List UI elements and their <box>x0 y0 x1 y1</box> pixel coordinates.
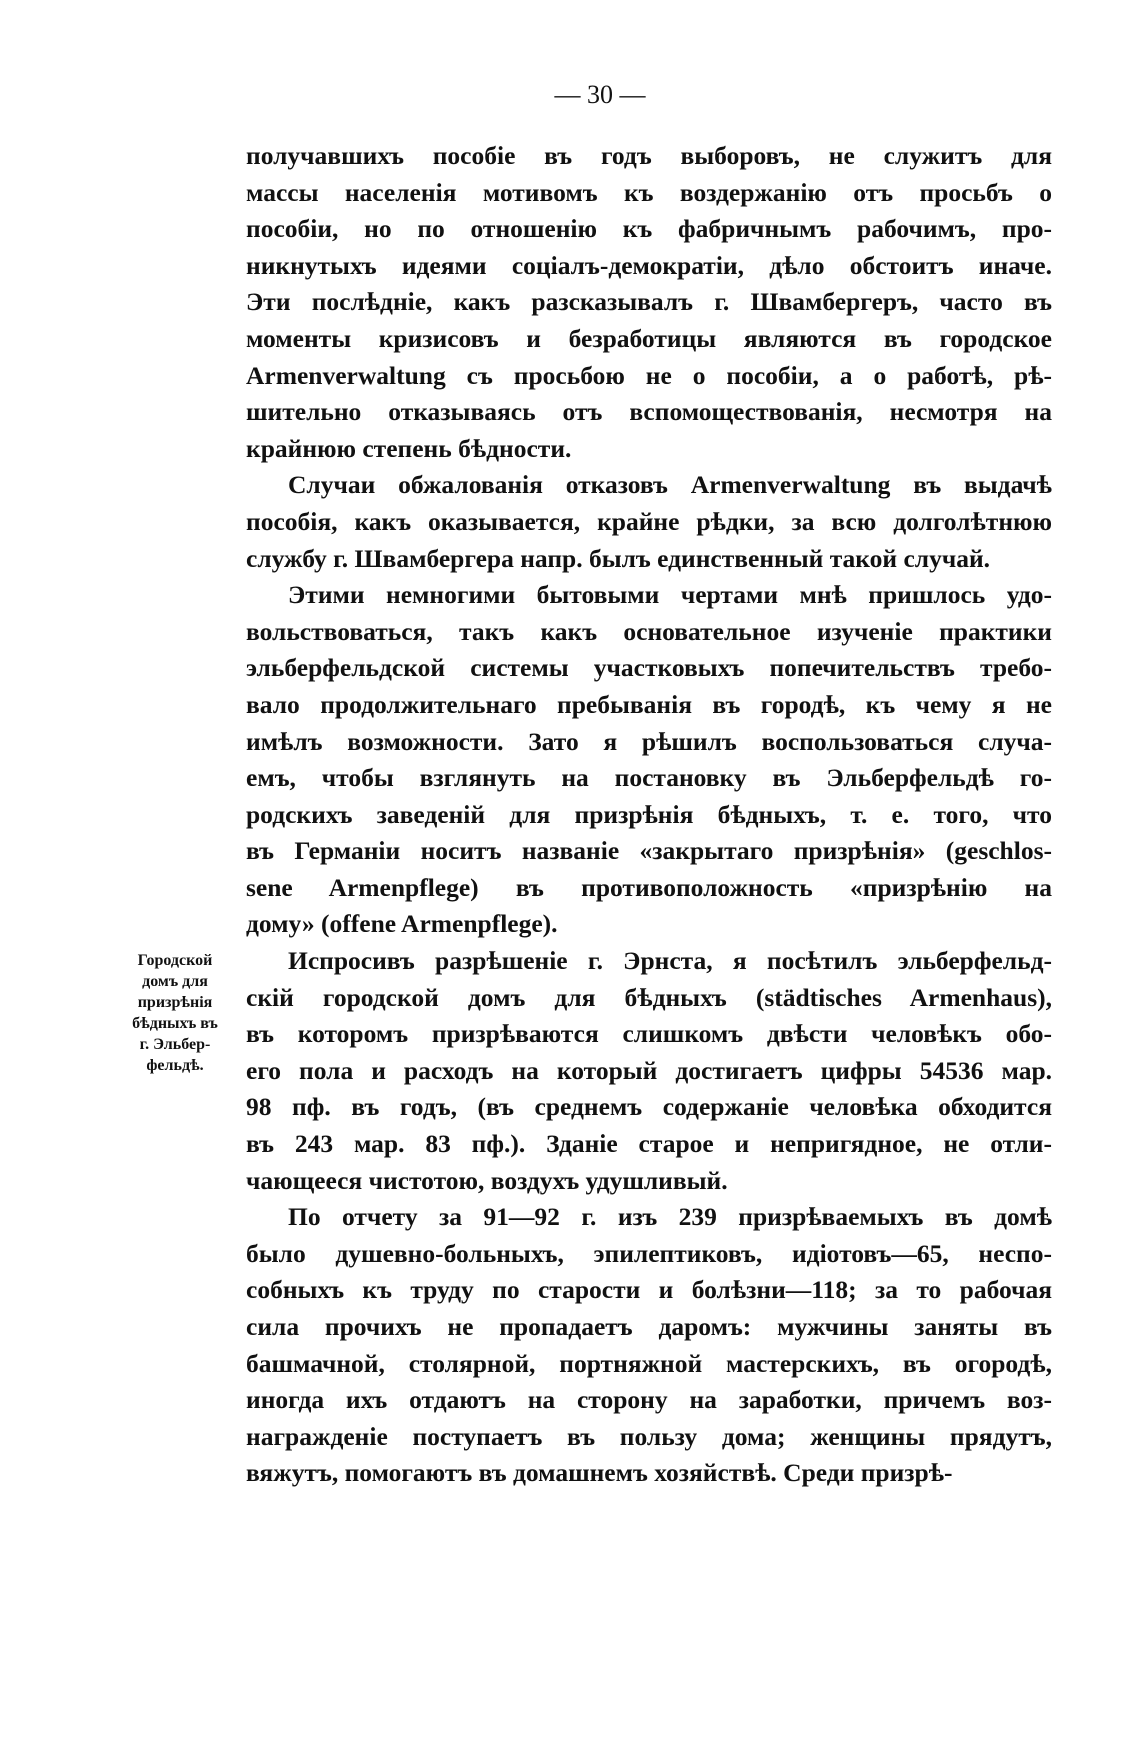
margin-note-line: фельдѣ. <box>146 1057 204 1074</box>
text-line: пособія, какъ оказывается, крайне рѣдки, за всю долголѣтнюю <box>246 506 1052 536</box>
text-line: дому» (offene Armenpflege). <box>246 909 558 939</box>
text-line: sene Armenpflege) въ противоположность «призрѣнію на <box>246 872 1052 902</box>
text-line: емъ, чтобы взглянуть на постановку въ Эльберфельдѣ го- <box>246 763 1052 793</box>
text-line: собныхъ къ труду по старости и болѣзни—118; за то рабочая <box>246 1275 1052 1305</box>
paragraph <box>246 943 1052 1199</box>
margin-note-line: бѣдныхъ въ <box>132 1015 218 1032</box>
text-line: Этими немногими бытовыми чертами мнѣ пришлось удо- <box>288 580 1052 610</box>
paragraph <box>246 1199 1052 1492</box>
page-number: — 30 — <box>554 80 646 109</box>
text-line: эльберфельдской системы участковыхъ попечительствъ требо- <box>246 653 1052 683</box>
text-line: иногда ихъ отдаютъ на сторону на заработки, причемъ воз- <box>246 1385 1052 1415</box>
text-line: пособіи, но по отношенію къ фабричнымъ рабочимъ, про- <box>246 214 1052 244</box>
text-line: никнутыхъ идеями соціалъ-демократіи, дѣло обстоитъ иначе. <box>246 250 1052 280</box>
text-line: башмачной, столярной, портняжной мастерскихъ, въ огородѣ, <box>246 1348 1052 1378</box>
text-line: шительно отказываясь отъ вспомоществованія, несмотря на <box>246 397 1052 427</box>
text-line: было душевно-больныхъ, эпилептиковъ, идіотовъ—65, неспо- <box>246 1238 1052 1268</box>
text-line: Эти послѣдніе, какъ разсказывалъ г. Швамбергеръ, часто въ <box>246 287 1052 317</box>
paragraph <box>246 467 1052 577</box>
text-line: массы населенія мотивомъ къ воздержанію отъ просьбъ о <box>246 177 1052 207</box>
text-line: чающееся чистотою, воздухъ удушливый. <box>246 1165 728 1195</box>
margin-note <box>116 950 234 1076</box>
text-line: въ 243 мар. 83 пф.). Зданіе старое и непригядное, не отли- <box>246 1129 1052 1159</box>
text-line: Armenverwaltung съ просьбою не о пособіи, а о работѣ, рѣ- <box>246 360 1052 390</box>
text-line: службу г. Швамбергера напр. былъ единственный такой случай. <box>246 543 991 573</box>
text-line: вяжутъ, помогаютъ въ домашнемъ хозяйствѣ. Среди призрѣ- <box>246 1458 953 1488</box>
text-line: 98 пф. въ годъ, (въ среднемъ содержаніе человѣка обходится <box>246 1092 1052 1122</box>
text-line: Испросивъ разрѣшеніе г. Эрнста, я посѣтилъ эльберфельд- <box>288 946 1052 976</box>
text-line: награжденіе поступаетъ въ пользу дома; женщины прядутъ, <box>246 1421 1052 1451</box>
body-text <box>246 138 1052 1492</box>
text-line: моменты кризисовъ и безработицы являются въ городское <box>246 323 1052 353</box>
text-line: Случаи обжалованія отказовъ Armenverwaltung въ выдачѣ <box>288 470 1052 500</box>
margin-note-line: Городской <box>137 952 213 969</box>
text-line: скій городской домъ для бѣдныхъ (städtisches Armenhaus), <box>246 982 1052 1012</box>
text-line: его пола и расходъ на который достигаетъ цифры 54536 мар. <box>246 1055 1052 1085</box>
text-line: въ Германіи носитъ названіе «закрытаго призрѣнія» (geschlos- <box>246 836 1052 866</box>
text-line: По отчету за 91—92 г. изъ 239 призрѣваемыхъ въ домѣ <box>288 1202 1052 1232</box>
text-line: получавшихъ пособіе въ годъ выборовъ, не служитъ для <box>246 141 1052 170</box>
text-line: вольствоваться, такъ какъ основательное изученіе практики <box>246 616 1052 646</box>
text-line: въ которомъ призрѣваются слишкомъ двѣсти человѣкъ обо- <box>246 1019 1052 1049</box>
margin-note-line: домъ для <box>142 973 208 990</box>
paragraph <box>246 577 1052 943</box>
text-line: сила прочихъ не пропадаетъ даромъ: мужчины заняты въ <box>246 1312 1052 1341</box>
text-line: родскихъ заведеній для призрѣнія бѣдныхъ, т. е. того, что <box>246 799 1052 829</box>
margin-note-line: призрѣнія <box>137 994 213 1011</box>
text-line: вало продолжительнаго пребыванія въ городѣ, къ чему я не <box>246 689 1052 719</box>
text-line: крайнюю степень бѣдности. <box>246 433 572 463</box>
text-line: имѣлъ возможности. Зато я рѣшилъ воспользоваться случа- <box>246 726 1052 756</box>
paragraph <box>246 138 1052 467</box>
margin-note-line: г. Эльбер- <box>139 1036 211 1053</box>
